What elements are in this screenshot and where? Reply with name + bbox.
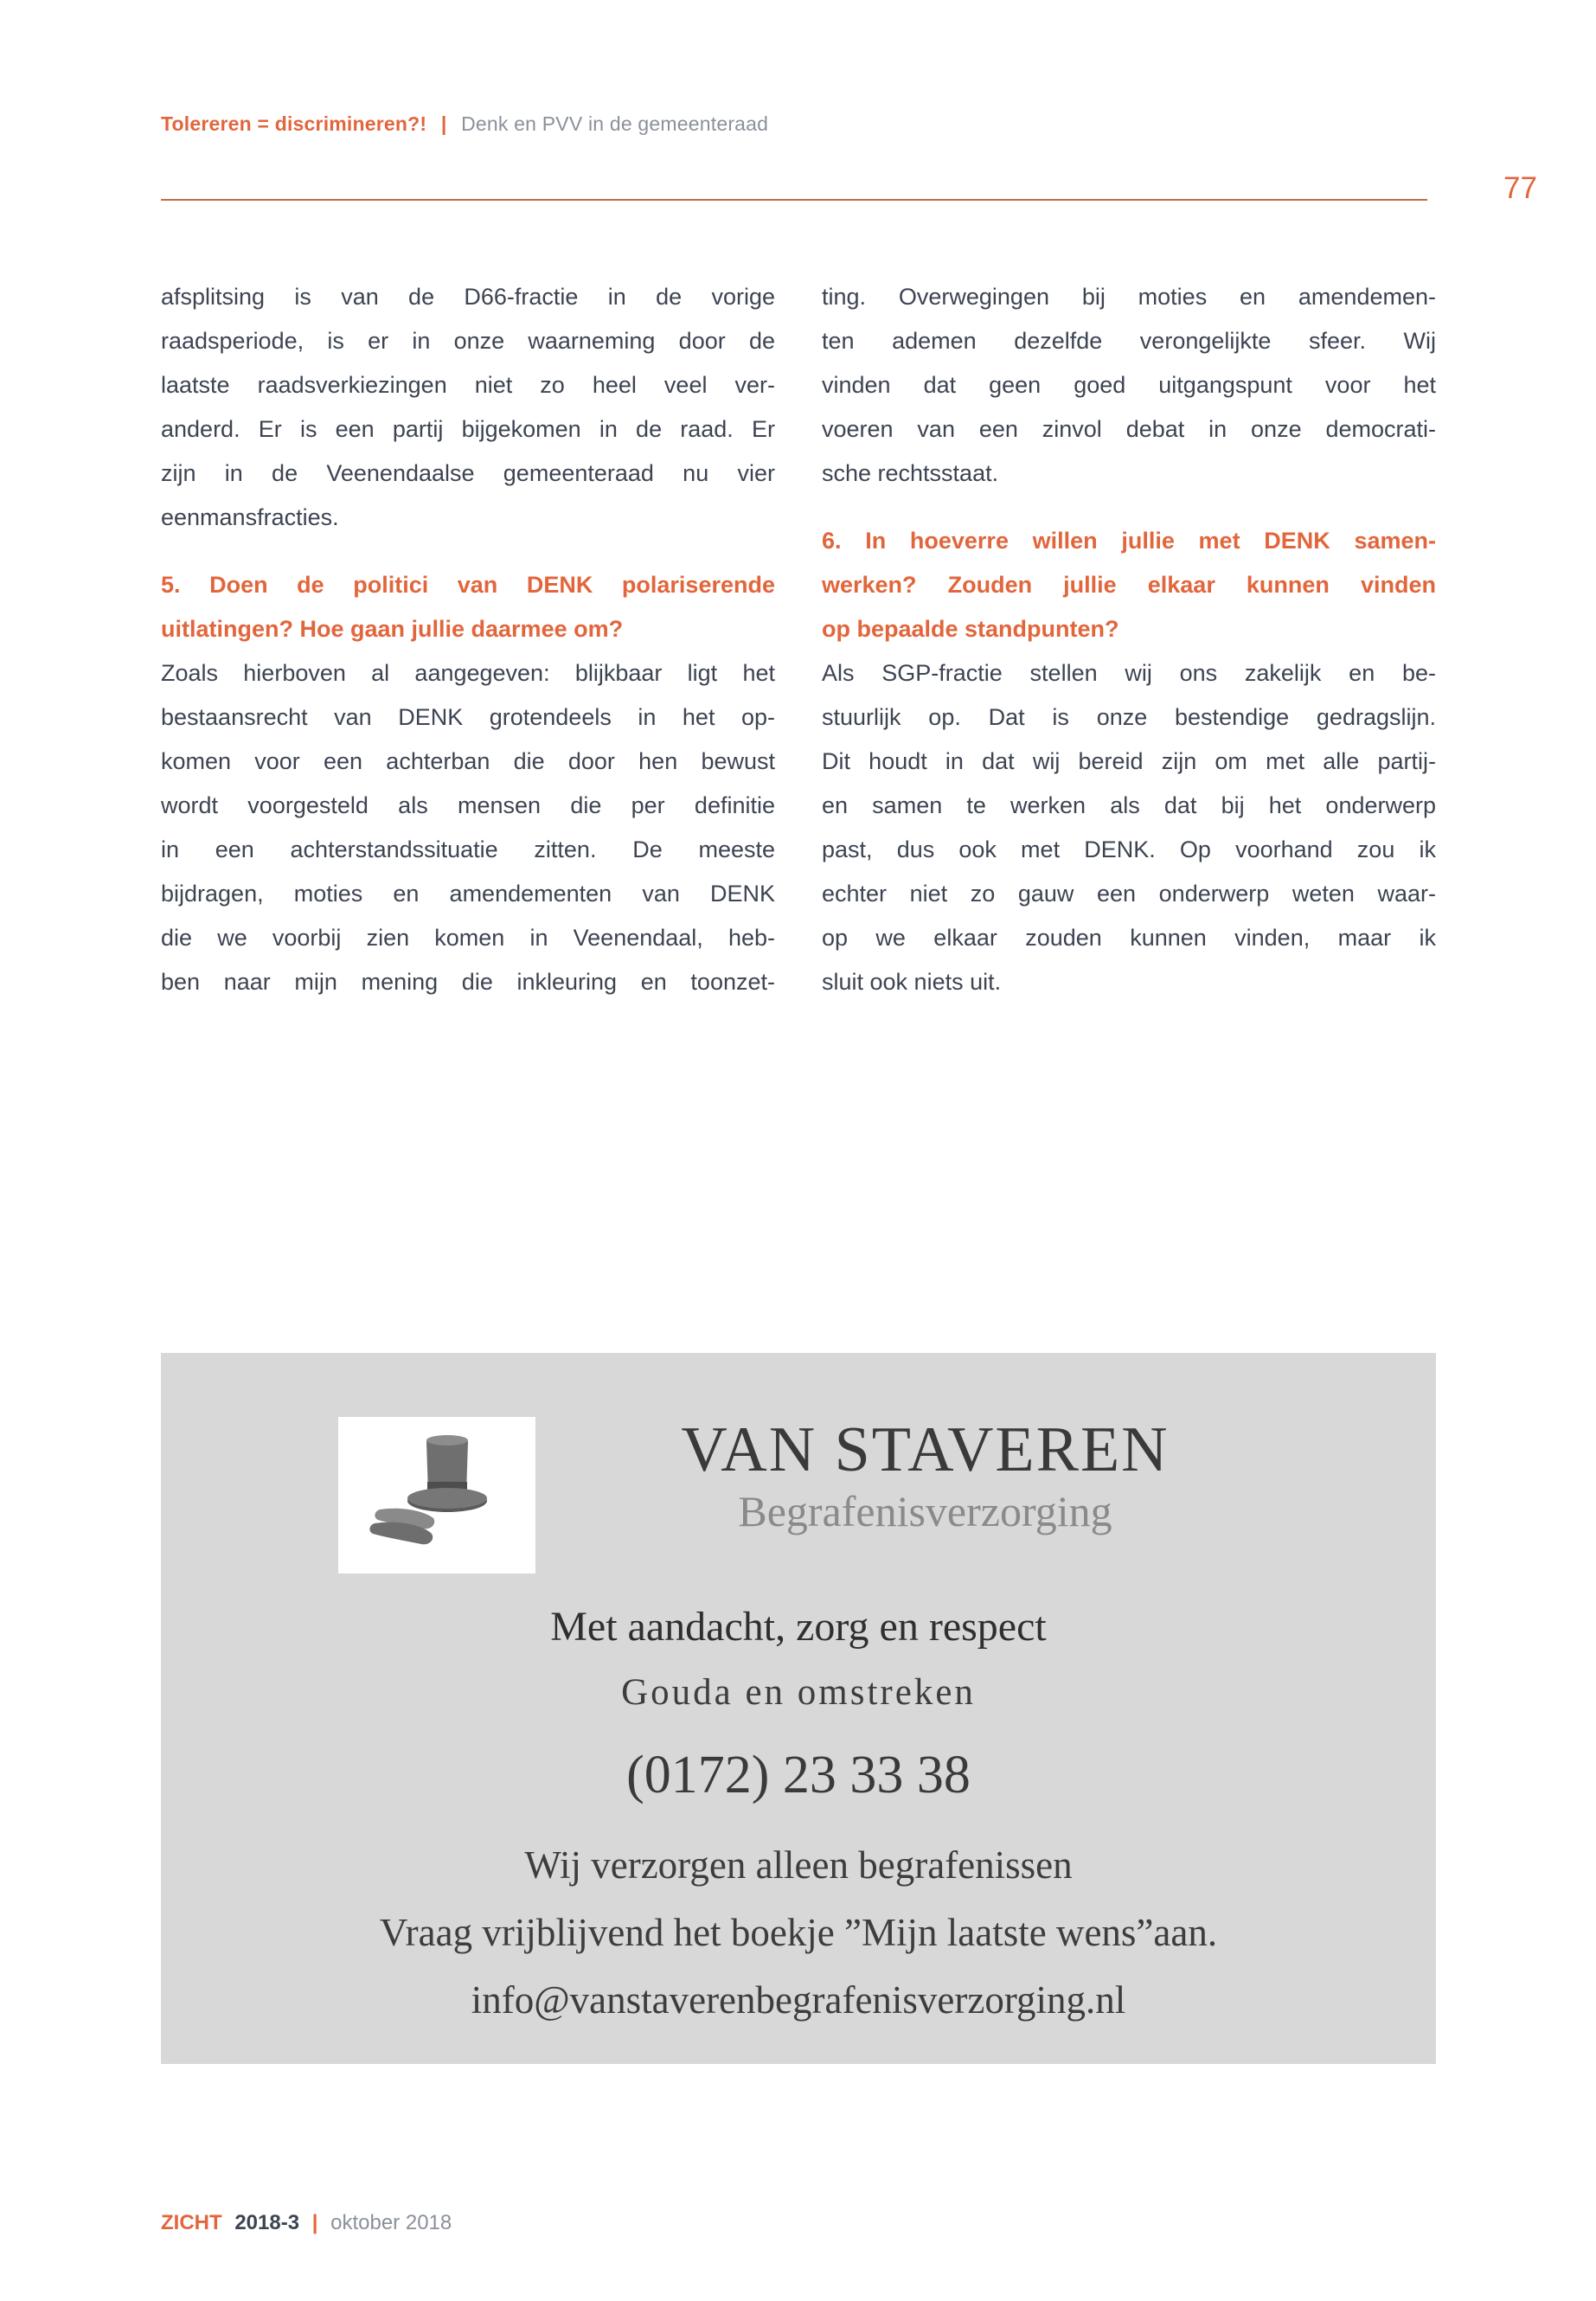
paragraph <box>161 275 775 540</box>
article-body <box>161 275 1436 1004</box>
paragraph <box>161 651 775 1004</box>
text-line: laatste raadsverkiezingen niet zo heel veel ver- <box>161 372 775 398</box>
article-title: Tolereren = discrimineren?! <box>161 112 427 135</box>
ad-slogan: Met aandacht, zorg en respect <box>550 1604 1047 1650</box>
left-column <box>161 275 775 1004</box>
text-line: Als SGP-fractie stellen wij ons zakelijk en be- <box>822 660 1436 686</box>
right-column <box>822 275 1436 1004</box>
advertisement-photo <box>338 1417 535 1574</box>
text-line: anderd. Er is een partij bijgekomen in de raad. Er <box>161 416 775 442</box>
text-line: op we elkaar zouden kunnen vinden, maar ik <box>822 925 1436 951</box>
text-line: 5. Doen de politici van DENK polariserende <box>161 572 775 598</box>
section-heading-5 <box>161 563 775 651</box>
text-line: bestaansrecht van DENK grotendeels in het op- <box>161 704 775 730</box>
advertiser-tagline: Begrafenisverzorging <box>738 1486 1112 1535</box>
text-line: uitlatingen? Hoe gaan jullie daarmee om? <box>161 616 624 642</box>
text-line: ten ademen dezelfde verongelijkte sfeer. Wij <box>822 328 1436 354</box>
text-line: past, dus ook met DENK. Op voorhand zou ik <box>822 836 1436 862</box>
text-line: echter niet zo gauw een onderwerp weten waar- <box>822 881 1436 907</box>
article-subtitle: Denk en PVV in de gemeenteraad <box>461 112 769 135</box>
text-line: bijdragen, moties en amendementen van DENK <box>161 881 775 907</box>
header-rule <box>161 199 1427 201</box>
advertisement <box>161 1353 1436 2064</box>
text-line: in een achterstandssituatie zitten. De meeste <box>161 836 775 862</box>
ad-booklet-line: Vraag vrijblijvend het boekje ”Mijn laatste wens”aan. <box>379 1911 1218 1954</box>
ad-phone-number: (0172) 23 33 38 <box>626 1746 971 1804</box>
top-hat-and-gloves-icon <box>350 1426 523 1565</box>
text-line: die we voorbij zien komen in Veenendaal, heb- <box>161 925 775 951</box>
text-line: Dit houdt in dat wij bereid zijn om met alle partij- <box>822 748 1436 774</box>
text-line: raadsperiode, is er in onze waarneming door de <box>161 328 775 354</box>
text-line: sche rechtsstaat. <box>822 460 999 486</box>
text-line: ting. Overwegingen bij moties en amendemen- <box>822 284 1436 310</box>
text-line: zijn in de Veenendaalse gemeenteraad nu vier <box>161 460 775 486</box>
page-header <box>161 112 768 136</box>
text-line: eenmansfracties. <box>161 504 339 530</box>
advertisement-header <box>161 1353 1436 1574</box>
text-line: Zoals hierboven al aangegeven: blijkbaar ligt het <box>161 660 775 686</box>
text-line: 6. In hoeverre willen jullie met DENK samen- <box>822 528 1436 554</box>
text-line: stuurlijk op. Dat is onze bestendige gedragslijn. <box>822 704 1436 730</box>
text-line: en samen te werken als dat bij het onderwerp <box>822 792 1436 818</box>
footer-date: oktober 2018 <box>330 2211 452 2234</box>
footer-brand: ZICHT <box>161 2211 222 2234</box>
text-line: wordt voorgesteld als mensen die per definitie <box>161 792 775 818</box>
text-line: werken? Zouden jullie elkaar kunnen vinden <box>822 572 1436 598</box>
ad-region: Gouda en omstreken <box>621 1672 976 1713</box>
text-line: voeren van een zinvol debat in onze democrati- <box>822 416 1436 442</box>
text-line: op bepaalde standpunten? <box>822 616 1119 642</box>
page-number: 77 <box>1503 171 1537 205</box>
ad-email: info@vanstaverenbegrafenisverzorging.nl <box>471 1978 1126 2022</box>
header-separator: | <box>440 112 447 135</box>
section-heading-6 <box>822 519 1436 651</box>
text-line: vinden dat geen goed uitgangspunt voor het <box>822 372 1436 398</box>
text-line: komen voor een achterban die door hen bewust <box>161 748 775 774</box>
advertiser-name: VAN STAVEREN <box>681 1414 1170 1485</box>
advertisement-title-block <box>535 1414 1436 1536</box>
ad-service-line: Wij verzorgen alleen begrafenissen <box>524 1843 1073 1887</box>
footer-issue: 2018-3 <box>234 2211 300 2234</box>
footer-separator: | <box>311 2211 318 2234</box>
page-footer <box>161 2211 452 2235</box>
paragraph <box>822 275 1436 496</box>
text-line: sluit ook niets uit. <box>822 969 1002 995</box>
text-line: ben naar mijn mening die inkleuring en toonzet- <box>161 969 775 995</box>
text-line: afsplitsing is van de D66-fractie in de vorige <box>161 284 775 310</box>
paragraph <box>822 651 1436 1004</box>
